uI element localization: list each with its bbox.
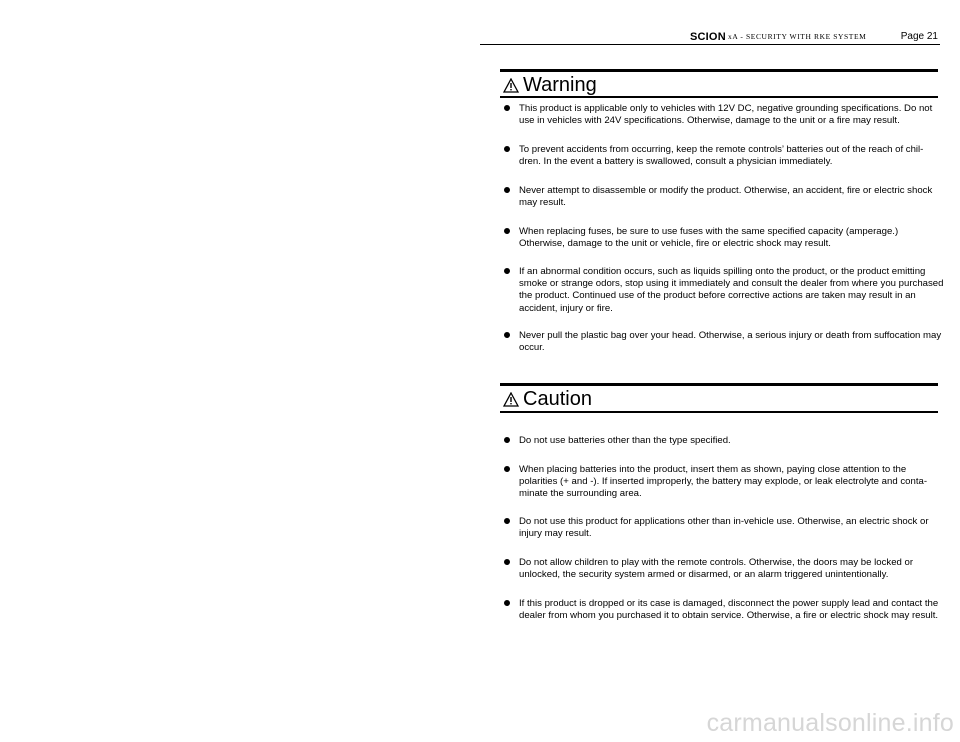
bullet-icon bbox=[504, 559, 510, 565]
list-item: Do not allow children to play with the remote controls. Otherwise, the doors may be locked or unlocked, the security system armed or disarmed, or an alarm triggered unintentionally. bbox=[504, 557, 944, 581]
list-item: This product is applicable only to vehicles with 12V DC, negative grounding specifications. Do not use in vehicles with 24V specifications. Otherwise, damage to the unit or a fire may result. bbox=[504, 103, 944, 127]
list-item: Do not use this product for applications other than in-vehicle use. Otherwise, an electric shock or injury may result. bbox=[504, 516, 944, 540]
warning-triangle-icon bbox=[503, 78, 519, 93]
caution-rule-top bbox=[500, 383, 938, 386]
bullet-icon bbox=[504, 105, 510, 111]
list-item: To prevent accidents from occurring, keep the remote controls’ batteries out of the reach of chil-dren. In the event a battery is swallowed, consult a physician immediately. bbox=[504, 144, 944, 168]
bullet-icon bbox=[504, 332, 510, 338]
bullet-icon bbox=[504, 600, 510, 606]
caution-heading bbox=[503, 387, 592, 411]
warning-rule-bottom bbox=[500, 96, 938, 98]
bullet-icon bbox=[504, 466, 510, 472]
brand-name: SCION bbox=[690, 31, 726, 43]
caution-title: Caution bbox=[523, 388, 592, 410]
bullet-icon bbox=[504, 437, 510, 443]
list-item: When replacing fuses, be sure to use fuses with the same specified capacity (amperage.) Otherwise, damage to the unit or vehicle, fire or electric shock may result. bbox=[504, 226, 944, 250]
warning-heading bbox=[503, 73, 597, 97]
bullet-icon bbox=[504, 146, 510, 152]
document-subtitle: xA - SECURITY WITH RKE SYSTEM bbox=[728, 32, 867, 41]
warning-triangle-icon bbox=[503, 392, 519, 407]
list-item: When placing batteries into the product, insert them as shown, paying close attention to the polarities (+ and -). If inserted improperly, the battery may explode, or leak electrolyte and conta-minate the surrounding area. bbox=[504, 464, 944, 501]
list-item: Do not use batteries other than the type specified. bbox=[504, 435, 731, 447]
list-item: If this product is dropped or its case is damaged, disconnect the power supply lead and contact the dealer from whom you purchased it to obtain service. Otherwise, a fire or electric shock may result. bbox=[504, 598, 944, 622]
bullet-icon bbox=[504, 228, 510, 234]
bullet-icon bbox=[504, 518, 510, 524]
list-item: If an abnormal condition occurs, such as liquids spilling onto the product, or the product emitting smoke or strange odors, stop using it immediately and consult the dealer from where you purchased the product. Continued use of the product before corrective actions are taken may result in an accident, injury or fire. bbox=[504, 266, 944, 315]
list-item: Never pull the plastic bag over your head. Otherwise, a serious injury or death from suffocation may occur. bbox=[504, 330, 944, 354]
caution-rule-bottom bbox=[500, 411, 938, 413]
watermark: carmanualsonline.info bbox=[706, 709, 954, 737]
bullet-icon bbox=[504, 268, 510, 274]
page-header bbox=[480, 28, 940, 45]
warning-title: Warning bbox=[523, 74, 597, 96]
list-item: Never attempt to disassemble or modify the product. Otherwise, an accident, fire or electric shock may result. bbox=[504, 185, 944, 209]
warning-rule-top bbox=[500, 69, 938, 72]
bullet-icon bbox=[504, 187, 510, 193]
page-number: Page 21 bbox=[900, 31, 938, 42]
